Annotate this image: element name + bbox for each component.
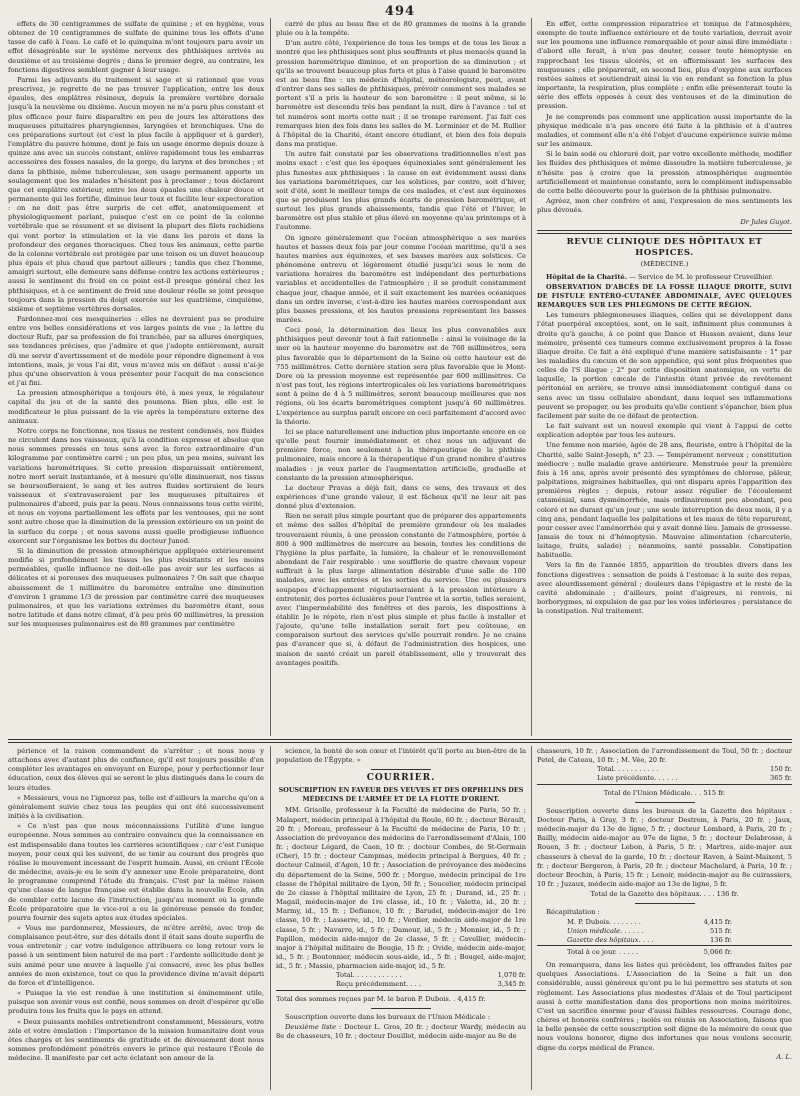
paragraph: « Vous me pardonnerez, Messieurs, de m'être arrêté, avec trop de complaisance peut-être, sur des détails dont il était sans doute superflu de vous entretenir ; car votre indulgence attribuera ce long retour vers le passé à un sentiment bien naturel de ma part : l'ardente sollicitude dont je suis animé pour une œuvre à laquelle j'ai consacré, avec les plus belles années de mon existence, tout ce que la providence divine m'avait départi de force et d'intelligence. (8, 923, 264, 987)
second-list-label: Deuxième liste (285, 1022, 337, 1031)
paragraph: En effet, cette compression réparatrice et tonique de l'atmosphère, exempte de toute influence extérieure et de toute variation, devrait avoir sur les poumons une influence remarquable et pour ainsi dire immédiate : d'abord elle ferait, à n'en pas douter, cesser toute hémoptysie en rapprochant les tissus ulcérés, et en affermissant les surfaces des muqueuses ; elle préparerait, en second lieu, plus d'oxygène aux surfaces restées saines et soutiendrait ainsi la vie en rendant sa fonction la plus importante, la respiration, plus complète ; enfin elle présenterait toute la série des effets opposés à ceux des ventouses et de la diminution de pression. (537, 20, 792, 111)
top-column-3 (537, 20, 792, 736)
grand-total-label: Total à ce jour. . . . . . (567, 947, 639, 956)
recap-row (537, 936, 792, 946)
short-rule (371, 769, 431, 770)
paragraph: périence et la raison commandent de s'arrêter ; et nous nous y attachons avec d'autant plus de confiance, qu'il est toujours possible d'en compléter les avantages en envoyant en Europe, pour y perfectionner leur éducation, ceux des élèves qui se seront le plus distingués dans le cours de leurs études. (8, 747, 264, 792)
received-label: Reçu précédemment. . . . (336, 980, 422, 989)
hospital-service: — Service de M. le professeur Cruveilhier. (627, 272, 774, 281)
column-rule (270, 18, 271, 736)
grand-total-row (537, 948, 792, 957)
subscription-title: SOUSCRIPTION EN FAVEUR DES VEUVES ET DES ORPHELINS DES MÉDECINS DE L'ARMÉE ET DE LA FLOTTE D'ORIENT. (278, 786, 524, 803)
paragraph: Parmi les adjuvants du traitement si sage et si rationnel que vous prescrivez, je regrette de ne pas trouver l'application, entre les deux épaules, des emplâtres résineux, depuis la première vertèbre dorsale jusqu'à la neuvième ou dixième. Aucun moyen ne m'a paru plus constant et plus efficace pour faire disparaître en peu de jours les altérations des muqueuses pituitaires pharyngiennes, laryngées et bronchiques. Une de ces préparations surtout (et c'est la plus facile à appliquer et à garder), l'emplâtre du pauvre homme, dont je fais un usage énorme depuis douze à quinze ans avec un succès constant, enlève rapidement tous les embarras accessoires des fosses nasales, de la gorge, du larynx et des bronches ; et dans la phthisie, même tuberculeuse, son usage permanent apporte un soulagement que les malades n'hésitent pas à proclamer ; tous déclarent que cet emplâtre extérieur, entre les deux épaules une chaleur douce et permanente qui les fortifie, diminue leur toux et facilite leur expectoration : on ne doit pas être surpris de cet effet, anatomiquement et physiologiquement parlant, puisque c'est en ce point de la colonne vertébrale que se résument et se divisent la plupart des filets rachidiens qui vont porter la stimulation et la vie dans les parois et dans la profondeur des organes thoraciques. Chez tous les animaux, cette partie de la colonne vertébrale est protégée par une toison ou un duvet beaucoup plus épais et plus chaud que partout ailleurs ; tandis que chez l'homme, amaigri surtout, elle demeure sans défense contre les actions extérieures ; aussi le sentiment du froid en ce point est-il presque général chez les phthisiques, et à ce sentiment de froid une douleur réelle se joint presque toujours dans la pression du doigt exercée sur les quatrième, cinquième, sixième et septième vertèbres dorsales. (8, 75, 264, 313)
recap-amount: 4,415 fr. (703, 917, 732, 926)
second-list (276, 1023, 526, 1041)
paragraph: carré de plus au beau fixe et de 80 grammes de moins à la grande pluie ou à la tempête. (276, 20, 526, 38)
short-rule (371, 1008, 431, 1009)
paragraph: « Puisque la vie est rendue à une institution si éminemment utile, puisque son avenir vous est confié, nous sommes en droit d'espérer qu'elle produira tous les fruits que le pays en attend. (8, 989, 264, 1016)
subscription-list: MM. Grisolle, professeur à la Faculté de médecine de Paris, 50 fr. ; Malapert, médecin principal à l'hôpital du Roule, 60 fr. ; docteur Bérault, 20 fr. ; Moreau, professeur à la Faculté de médecine de Paris, 10 fr. ; Association de prévoyance des médecins de l'arrondissement d'Alais, 100 fr. ; docteur Légard, de Caen, 10 fr. ; docteur Combes, de St-Germain (Cher), 15 fr. ; docteur Campmas, médecin principal à Bergues, 40 fr. ; docteur Calmeil, d'Agen, 10 fr. ; Association de prévoyance des médecins du département de la Seine, 500 fr. ; Morgue, médecin principal de 1re classe de l'hôpital militaire de Lyon, 50 fr. ; Soucelier, médecin principal de 2e classe à l'hôpital militaire de Lyon, 25 fr. ; Durand, id., 25 fr. ; Magail, médecin-major de 1re classe, id., 10 fr. ; Valette, id., 20 fr. ; Marmy, id., 15 fr. ; Defiance, 10 fr. ; Barudel, médecin-major de 1re classe, 10 fr. ; Lasserre, id., 10 fr. ; Verdier, médecin aide-major de 1re classe, 5 fr. ; Navarre, id., 5 fr. ; Damour, id., 5 fr. ; Monnier, id., 5 fr. ; Papillon, médecin aide-major de 2e classe, 5 fr. ; Cavellier, médecin-major à l'hôpital militaire de Bougie, 15 fr. ; Ovide, médecin aide-major, id., 5 fr. ; Boutonnier, médecin sous-aide, id., 5 fr. ; Bougel, aide-major, id., 5 fr. ; Massie, pharmacien aide-major, id., 5 fr. (276, 806, 526, 971)
paragraph: Rien ne serait plus simple pourtant que de préparer des appartements et même des salles d'hôpital de première grandeur où les malades trouveraient réunis, à une pression constante de l'atmosphère, portée à 800 à 900 millimètres de mercure au besoin, toutes les conditions de l'hygiène la plus parfaite, la lumière, la chaleur et le renouvellement abondant de l'air respirable : une soufflerie de quatre chevaux vapeur suffirait à la plus large alimentation désirable d'une salle de 100 malades, avec les entrées et les sorties du service. Une ou plusieurs soupapes d'échappement régulariseraient à la pression intérieure à entretenir, des portes éclusières pour l'entrée et la sortie, telles seraient, avec l'imperméabilité des fenêtres et des parois, les dispositions à établir. Je le répète, rien n'est plus simple et plus facile à installer et j'ajoute, qu'une telle installation serait fort peu coûteuse, en comparaison surtout des services qu'elle pourrait rendre. Je ne crains pas d'avancer que si, à défaut de l'administration des hospices, une maison de santé créait un pareil établissement, elle y trouverait des avantages positifs. (276, 512, 526, 667)
top-column-1 (8, 20, 264, 736)
section-subtitle: (MÉDECINE.) (640, 260, 689, 269)
paragraph: Vers la fin de l'année 1855, apparition de troubles divers dans les fonctions digestives : sensation de poids à l'estomac à la suite des repas, avec alourdissement général ; douleurs dans l'épigastre et le reste de la cavité abdominale ; d'ailleurs, point d'aigreurs, ni renvois, ni borborygmes, ni expulsion de gaz par les voies inférieures ; persistance de la constipation. Nul traitement. (537, 561, 792, 616)
bottom-column-1 (8, 747, 264, 1091)
paragraph: Pardonnez-moi ces mesquineries : elles ne devraient pas se produire entre vos belles considérations et vos larges points de vue ; la lettre du docteur Rufz, par sa profession de foi tranchée, par sa allures énergiques, ses tendances précises, que j'admire et que j'adopte entièrement, aurait dû me servir d'avertissement et de modèle pour répondre dignement à vos intentions, mais, je vous l'ai dit, vous m'avez mis en défaut : aussi n'ai-je plus qu'une observation à vous présenter pour l'acquit de ma conscience et j'ai fini. (8, 315, 264, 388)
received-amount: 3,345 fr. (497, 980, 526, 989)
total-amount: 150 fr. (770, 765, 792, 774)
column-rule (270, 746, 271, 1090)
grand-total-amount: 5,066 fr. (703, 947, 732, 956)
paragraph: Un autre fait constaté par les observations traditionnelles n'est pas moins exact : c'est que les époques équinoxiales sont généralement les plus funestes aux phthisiques : la cause en est évidemment aussi dans les variations barométriques, car les solstices, par contre, soit d'hiver, soit d'été, sont le meilleur temps de ces malades, et c'est aux équinoxes que se produisent les plus grands écarts de pression barométrique, et surtout les plus grands abaissements, tandis que l'été et l'hiver, le baromètre est plus stable et plus élevé en moyenne qu'au printemps et à l'automne. (276, 150, 526, 232)
paragraph: effets de 30 centigrammes de sulfate de quinine ; et en hygiène, vous obtenez de 10 centigrammes de sulfate de quinine tous les effets d'une tasse de café à l'eau. Le café et le quinquina m'ont toujours paru avoir un effet désagréable sur le système nerveux des phthisiques arrivés au deuxième et au troisième degrés ; dans le premier degré, au contraire, les fonctions digestives semblent gagner à leur usage. (8, 20, 264, 74)
paragraph: « Deux puissants mobiles entretiendront constamment, Messieurs, votre zèle et votre émulation : l'importance de la mission humanitaire dont vous êtes chargés et les sentiments de gratitude et de dévouement dont nous sommes profondément pénétrés envers le prince qui restaure l'École de médecine. Il manifeste par cet acte éclatant son amour de la (8, 1017, 264, 1063)
gazette-list: Souscription ouverte dans les bureaux de la Gazette des hôpitaux : Docteur Paris, à Gray, 3 fr. ; docteur Destrem, à Paris, 20 fr. ; Jaux, médecin-major du 13e de ligne, 5 fr. ; docteur Lombard, à Paris, 20 fr. ; Bailly, médecin aide-major au 97e de ligne, 5 fr. ; docteur Delabrosse, à Rouen, 3 fr. ; docteur Lebon, à Paris, 5 fr. ; Martres, aide-major aux chasseurs à cheval de la garde, 10 fr. ; docteur Raven, à Saint-Maixent, 5 fr. ; docteur Bergeron, à Paris, 20 fr. ; docteur Machelard, à Paris, 10 fr. ; docteur Brochin, à Paris, 15 fr. ; Lenoir, médecin-major au 8e cuirassiers, 10 fr. ; Juzaux, médecin aide-major au 13e de ligne, 5 fr. (537, 806, 792, 889)
section-separator (8, 742, 792, 743)
previous-list-row (537, 774, 792, 784)
paragraph: « Ce n'est pas que nous méconnaissions l'utilité d'une langue européenne. Nous sommes au contraire convaincu que la connaissance en est indispensable dans toutes les carrières scientifiques ; car c'est l'unique moyen, pour ceux qui les suivent, de se tenir au courant des progrès que réalise le mouvement incessant de l'esprit humain. Aussi, en créant l'École de médecine, avais-je eu le soin d'y annexer une École préparatoire, dont le programme comprend l'étude du français. C'est par la même raison qu'une classe de langue française est établie dans la nouvelle École, afin de combler cette lacune de l'instruction, jusqu'au moment où la grande École préparatoire que le vice-roi a eu la généreuse pensée de fonder, pourra fournir des sujets aptes aux études spéciales. (8, 822, 264, 922)
hospital-line (537, 273, 792, 282)
previous-list-label: Liste précédente. . . . . . (597, 774, 678, 783)
short-rule (635, 802, 695, 803)
total-amount: 1,070 fr. (497, 971, 526, 980)
total-row (537, 765, 792, 774)
section-separator (8, 739, 792, 740)
hospital-name: Hôpital de la Charité. (546, 272, 628, 281)
paragraph: Si le bain sodé ou chloruré doit, par votre excellente méthode, modifier les fluides des phthisiques et même dissoudre la matière tuberculeuse, je n'hésite pas à croire que la pression atmosphérique augmentée artificiellement et maintenue constante, sera le complément indispensable de cette belle découverte pour la guérison de la phthisie pulmonaire. (537, 150, 792, 195)
closing-paragraph: On remarquera, dans les listes qui précèdent, les offrandes faites par quelques Associations. L'Association de la Seine a fait un don considérable, aussi généreux qu'ont pu le lui permettre ses statuts et son règlement. Les Associations plus modestes d'Alais et de Toul participent aussi à cette manifestation dans des proportions non moins méritoires. C'est un sacrifice énorme pour d'aussi faibles ressources. Courage donc, chères et honorés confrères ; isolés ou réunis en Association, faisons que la belle pensée de cette souscription soit digne de la mémoire de ceux que nous voulons honorer, digne des infortunes que nous voulons secourir, digne du corps médical de France. (537, 961, 792, 1052)
paragraph: Le fait suivant est un nouvel exemple qui vient à l'appui de cette explication adoptée par tous les auteurs. (537, 422, 792, 440)
previous-list-amount: 365 fr. (770, 774, 792, 783)
total-gazette: Total de la Gazette des hôpitaux. . . . 136 fr. (590, 890, 739, 899)
paragraph: « Messieurs, vous ne l'ignorez pas, telle est d'ailleurs la marche qu'on a généralement suivie chez tous les peuples qui ont été successivement initiés à la civilisation. (8, 793, 264, 821)
top-column-2 (276, 20, 526, 736)
total-general: Total des sommes reçues par M. le baron P. Dubois. . 4,415 fr. (276, 994, 486, 1003)
closing-signature: A. L. (776, 1052, 792, 1061)
second-list-text: : Docteur L. Gros, 20 fr. ; docteur Wardy, médecin au 8e de chasseurs, 10 fr. ; docteur Douillot, médecin aide-major au 8e de (276, 1022, 526, 1041)
bottom-column-3 (537, 747, 792, 1091)
column-rule (531, 746, 532, 1090)
total-union: Total de l'Union Médicale. . . 515 fr. (603, 788, 726, 797)
total-label: Total. . . . . . . . . . . . (336, 971, 402, 980)
recap-title: Récapitulation : (546, 908, 600, 917)
paragraph: Les tumeurs phlegmoneuses iliaques, celles qui se développent dans l'état puerpéral exceptées, sont, on le sait, infiniment plus communes à droite qu'à gauche, à ce point que Dance et Husson avaient, dans leur mémoire, présenté ces tumeurs comme exclusivement propres à la fosse iliaque droite. Ce fait a été expliqué d'une manière satisfaisante : 1° par les maladies du cæcum et de son appendice, qui sont plus fréquentes que celles de l'S iliaque ; 2° par cette disposition anatomique, en vertu de laquelle, la portion cæcale de l'intestin étant privée de revêtement péritonéal en arrière, se trouve ainsi immédiatement contiguë dans ce sens avec un tissu cellulaire abondant, dans lequel ses inflammations peuvent se propager, ou les produits qu'elle contient s'épancher, bien plus facilement par suite de ce défaut de protection. (537, 311, 792, 420)
paragraph: Je ne comprends pas comment une application aussi importante de la physique médicale n'a pas encore été faite à la phthisie et à d'autres maladies, et comment elle n'a été l'objet d'aucune expérience suivie même sur les animaux. (537, 112, 792, 149)
received-row (276, 980, 526, 990)
paragraph: science, la bonté de son cœur et l'intérêt qu'il porte au bien-être de la population de l'Égypte. » (276, 747, 526, 765)
short-rule (635, 903, 695, 904)
paragraph: Ici se place naturellement une induction plus importante encore en ce qu'elle peut fournir immédiatement et chez nous un adjuvant de première force, non seulement à la thérapeutique de la phthisie pulmonaire, mais encore à la thérapeutique d'un grand nombre d'autres maladies : je veux parler de l'augmentation artificielle, graduelle et constante de la pression atmosphérique. (276, 427, 526, 482)
section-title: REVUE CLINIQUE DES HÔPITAUX ET HOSPICES. (566, 237, 763, 259)
bottom-column-2 (276, 747, 526, 1091)
paragraph: On ignore généralement que l'océan atmosphérique a ses marées hautes et basses deux fois par jour comme l'océan maritime, qu'il a ses hautes marées aux équinoxes, et ses basses marées aux solstices. Ce phénomène entrevu et légèrement étudié jusqu'ici sous le nom de variations horaires du baromètre est indépendant des perturbations variables et accidentelles de l'atmosphère ; il se produit constamment chaque jour, chaque année, et il suit exactement les marées océaniques dans un ordre inverse, c'est-à-dire les hautes marées correspondant aux plus basses pressions, et les hautes pressions représentant les basses marées. (276, 233, 526, 324)
paragraph: La pression atmosphérique a toujours été, à mes yeux, le régulateur capital du jeu et de la santé des poumons. Bien plus, elle est le modificateur le plus puissant de la vie après la température externe des animaux. (8, 389, 264, 425)
courrier-heading: COURRIER. (366, 773, 436, 784)
recap-row (537, 918, 792, 927)
paragraph: Si la diminution de pression atmosphérique appliquée extérieurement modifie si profondément les tissus les plus résistants et les moins perméables, quelle influence ne doit-elle pas avoir sur les surfaces si délicates et si poreuses des muqueuses pulmonaires ? On sait que chaque abaissement de 1 millimètre du baromètre entraîne une diminution d'environ 1 gramme 1/3 de pression par centimètre carré des muqueuses pulmonaires, et que les variations extrêmes du baromètre étant, sous notre latitude et dans notre climat, d'à peu près 60 millimètres, la pression sur les muqueuses pulmonaires est de 80 grammes par centimètre (8, 546, 264, 629)
paragraph: D'un autre côté, l'expérience de tous les temps et de tous les lieux a montré que les phthisiques sont plus souffrants et plus menacés quand la pression barométrique diminue, et en proportion de sa diminution ; et qu'ils se trouvent beaucoup plus forts et plus à l'aise quand le baromètre est au beau fixe : un médecin d'hôpital, météorologiste, peut, avant d'entrer dans ses salles de phthisiques, prévoir comment ses malades se portent s'il a pris la hauteur de son baromètre : il peut même, si le baromètre est descendu très bas pendant la nuit, dire à l'avance : tel et tel numéros sont morts cette nuit ; il se trompe rarement. J'ai fait ces remarques bien des fois dans les salles de M. Lerminier et de M. Rullier à l'hôpital de la Charité, étant encore étudiant, et bien des fois depuis dans ma pratique. (276, 39, 526, 149)
observation-title: OBSERVATION D'ABCÈS DE LA FOSSE ILIAQUE DROITE, SUIVI DE FISTULE ENTÉRO-CUTANÉE ABDOMINALE, AVEC QUELQUES REMARQUES SUR LES PHLEGMONS DE CETTE RÉGION. (537, 282, 792, 310)
second-subscription-title: Souscription ouverte dans les bureaux de l'Union Médicale : (285, 1012, 491, 1021)
paragraph: Ceci posé, la détermination des lieux les plus convenables aux phthisiques peut devenir tout à fait rationnelle : ainsi le voisinage de la mer où la hauteur moyenne du baromètre est de 760 millimètres, sera plus favorable que le département de la Seine où cette hauteur est de 755 millimètres. Cette dernière station sera plus favorable que le Mont-Dore où la pression moyenne est représentée par 600 millimètres. Ce n'est pas tout, les régions intertropicales où les variations barométriques sont à peine de 4 à 5 millimètres, seront beaucoup meilleures que nos régions, où les écarts barométriques comptent jusqu'à 60 millimètres. L'expérience au surplus paraît encore en ceci parfaitement d'accord avec la théorie. (276, 326, 526, 426)
paragraph: Une femme non mariée, âgée de 28 ans, fleuriste, entre à l'hôpital de la Charité, salle Saint-Joseph, n° 23. — Tempérament nerveux ; constitution médiocre ; nulle maladie grave antérieure. Menstruée pour la première fois à 16 ans, après avoir présenté des symptômes de chlorose, pâleur, palpitations, migraines habituelles, qui ont disparu après l'apparition des premières règles ; depuis, retour assez régulier de l'écoulement cataménial, sans dysménorrhée, mais ordinairement peu abondant, peu coloré et ne durant qu'un jour ; une seule interruption de deux mois, il y a cinq ans, pendant laquelle les palpitations et les maux de tête reparurent, pour cesser avec l'aménorrhée qui y avait donné lieu. Jamais de grossesse. Jamais de toux ni d'hémoptysie. Mauvaise alimentation (charcuterie, laitage, fruits, salade) ; néanmoins, santé passable. Constipation habituelle. (537, 441, 792, 560)
recap-row (537, 927, 792, 936)
recap-label: Union médicale. . . . . . (567, 926, 644, 935)
paragraph: chasseurs, 10 fr. ; Association de l'arrondissement de Toul, 50 fr. ; docteur Petel, de Cateau, 10 fr. ; M. Vée, 20 fr. (537, 747, 792, 765)
paragraph: Notre corps ne fonctionne, nos tissus ne restent condensés, nos fluides ne circulent dans nos vaisseaux, qu'à la condition expresse et absolue que nous sommes pressés en tous sens avec la force extraordinaire d'un kilogramme par centimètre carré ; un peu plus, un peu moins, suivant les variations barométriques. Si cette pression disparaissait entièrement, notre mort serait instantanée, et à mesure qu'elle diminuerait, nos tissus se boursoufleraient, le sang et les autres fluides sortiraient de leurs vaisseaux et s'extravaseraient par les muqueuses pituitaires et pulmonaires d'abord, puis par la peau. Nous connaissons tous cette vérité, et nous en voyons partiellement les effets par les ventouses, qui ne sont sont autre chose que la diminution de la pression extérieure en un point de la surface du corps ; et nous savons aussi quelle prodigieuse influence exercent sur l'organisme les bottes du docteur Junod. (8, 426, 264, 545)
double-rule (537, 230, 792, 234)
paragraph: Agréez, mon cher confrère et ami, l'expression de mes sentiments les plus dévoués. (537, 196, 792, 215)
column-rule (531, 18, 532, 736)
total-row (276, 971, 526, 980)
page-number: 494 (384, 4, 416, 19)
total-label: Total. . . . . . . . . . . (597, 765, 659, 774)
paragraph: Le docteur Pravas a déjà fait, dans ce sens, des travaux et des expériences d'une grande valeur, il est fâcheux qu'il ne leur ait pas donné plus d'extension. (276, 483, 526, 511)
recap-amount: 515 fr. (710, 926, 732, 935)
recap-label: M. P. Dubois. . . . . . . . (567, 917, 641, 926)
signature: Dr Jules Guyot. (740, 218, 792, 227)
recap-amount: 136 fr. (710, 935, 732, 944)
recap-label: Gazette des hôpitaux. . . . (567, 935, 654, 944)
